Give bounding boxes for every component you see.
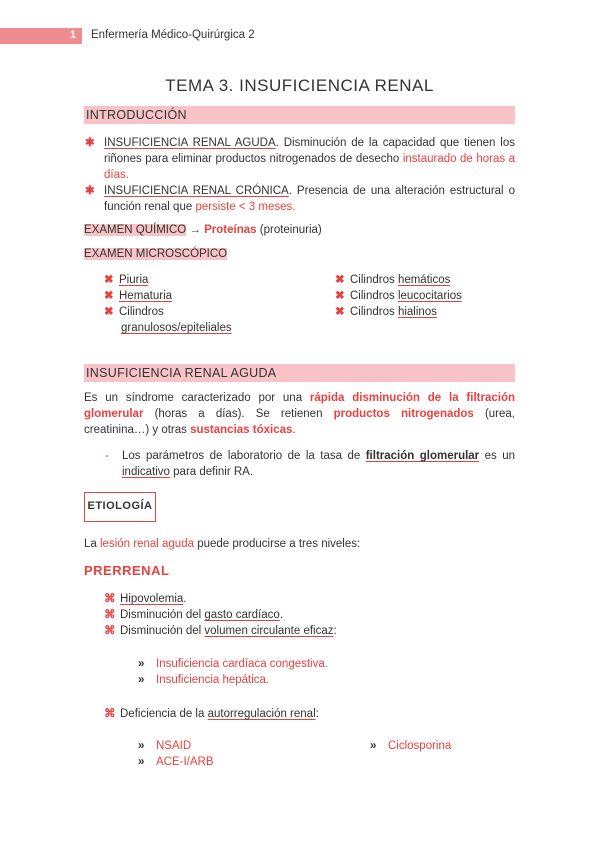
list-item xyxy=(104,591,337,607)
list-item xyxy=(104,623,337,639)
drug-text: NSAID xyxy=(156,740,192,752)
ira-highlight: sustancias tóxicas xyxy=(190,424,293,436)
micro-term: hialinos xyxy=(397,306,437,318)
course-title: Enfermería Médico-Quirúrgica 2 xyxy=(91,29,255,41)
item-post: . xyxy=(183,593,187,605)
micro-term: Piuria xyxy=(119,274,149,286)
ira-text: . xyxy=(292,424,296,436)
ira-text: Es un síndrome caracterizado por una xyxy=(84,392,310,404)
drug-text: ACE-I/ARB xyxy=(156,756,214,768)
item-pre: Disminución del xyxy=(120,625,205,637)
page-number: 1 xyxy=(70,29,77,41)
dash-text: para definir RA. xyxy=(169,466,254,478)
guillemet-icon: » xyxy=(138,674,145,686)
list-item xyxy=(138,656,328,672)
sub-item-text: Insuficiencia hepática. xyxy=(156,674,270,686)
guillemet-icon: » xyxy=(138,658,145,670)
dash-text: es un xyxy=(479,450,516,462)
list-item xyxy=(370,738,451,754)
micro-pre: Cilindros xyxy=(350,290,398,302)
arrow-icon: → xyxy=(189,224,201,236)
etiologia-intro xyxy=(84,538,360,550)
cross-icon: ✖ xyxy=(335,290,345,302)
section-heading-ira: INSUFICIENCIA RENAL AGUDA xyxy=(84,364,515,382)
exam-quimico-value: Proteínas xyxy=(204,224,257,236)
list-item xyxy=(104,304,232,320)
etiologia-text: La xyxy=(84,538,100,550)
page-title: TEMA 3. INSUFICIENCIA RENAL xyxy=(165,76,434,95)
list-item-continuation xyxy=(104,320,232,336)
prerrenal-sublist xyxy=(138,656,328,688)
prerrenal-heading: PRERRENAL xyxy=(84,563,170,578)
list-item xyxy=(138,738,214,754)
exam-quimico-line xyxy=(84,224,322,236)
list-item xyxy=(138,754,214,770)
etiologia-text: puede producirse a tres niveles: xyxy=(194,538,361,550)
prerrenal-list xyxy=(104,591,337,639)
intro-irc-text: . Presencia de una alteración estructural o función renal que xyxy=(104,185,516,213)
exam-micro-label xyxy=(84,248,227,260)
clover-icon: ⌘ xyxy=(104,593,116,605)
drug-text: Ciclosporina xyxy=(388,740,452,752)
etiologia-label: ETIOLOGÍA xyxy=(87,500,153,512)
item-post: . xyxy=(279,609,284,621)
cross-icon: ✖ xyxy=(335,306,345,318)
list-item xyxy=(335,272,462,288)
guillemet-icon: » xyxy=(138,756,145,768)
intro-irc-highlight: persiste < 3 meses. xyxy=(195,201,296,213)
micro-term: hemáticos xyxy=(397,274,451,286)
star-icon: ✱ xyxy=(85,185,95,197)
guillemet-icon: » xyxy=(370,740,377,752)
cross-icon: ✖ xyxy=(335,274,345,286)
ira-text: (urea, creatinina…) y otras xyxy=(84,408,515,436)
etiologia-highlight: lesión renal aguda xyxy=(100,538,194,550)
autorregulacion-item xyxy=(104,706,319,720)
ira-dash-item xyxy=(105,448,516,480)
auto-term: autorregulación renal xyxy=(207,708,316,720)
sub-item-text: Insuficiencia cardíaca congestiva. xyxy=(156,658,328,670)
cross-icon: ✖ xyxy=(104,290,114,302)
item-pre: Disminución del xyxy=(120,609,205,621)
drugs-left-list xyxy=(138,738,214,770)
item-term: volumen circulante eficaz xyxy=(204,625,334,637)
item-term: Hipovolemia xyxy=(120,593,184,605)
clover-icon: ⌘ xyxy=(104,708,116,720)
guillemet-icon: » xyxy=(138,740,145,752)
exam-micro-text: EXAMEN MICROSCÓPICO xyxy=(84,248,228,260)
list-item xyxy=(138,672,328,688)
drugs-right-list xyxy=(370,738,451,754)
dash-term: filtración glomerular xyxy=(365,450,480,462)
ira-text: (horas a días). Se retienen xyxy=(143,408,334,420)
exam-quimico-note: (proteinuria) xyxy=(259,224,322,236)
item-term: gasto cardíaco xyxy=(204,609,280,621)
list-item xyxy=(335,304,462,320)
star-icon: ✱ xyxy=(85,137,95,149)
micro-pre: Cilindros xyxy=(119,306,164,318)
intro-ira-highlight: instaurado de horas a días. xyxy=(104,153,515,181)
intro-item-ira xyxy=(85,135,515,183)
exam-quimico-label: EXAMEN QUÍMICO xyxy=(84,224,187,236)
intro-ira-text: . Disminución de la capacidad que tienen los riñones para eliminar productos nitrogenados de desecho xyxy=(104,137,515,165)
intro-item-irc xyxy=(85,183,516,215)
list-item xyxy=(335,288,462,304)
list-item xyxy=(104,607,337,623)
header-bar xyxy=(0,28,599,44)
term-ira: INSUFICIENCIA RENAL AGUDA xyxy=(104,137,276,149)
micro-pre: Cilindros xyxy=(350,274,398,286)
micro-pre: Cilindros xyxy=(350,306,398,318)
list-item xyxy=(104,288,232,304)
micro-term: Hematuria xyxy=(119,290,173,302)
section-heading-introduccion: INTRODUCCIÓN xyxy=(84,106,515,124)
item-post: : xyxy=(333,625,337,637)
auto-pre: Deficiencia de la xyxy=(120,708,208,720)
micro-term: granulosos/epiteliales xyxy=(121,322,232,334)
cross-icon: ✖ xyxy=(104,274,114,286)
ira-paragraph xyxy=(84,390,515,438)
auto-post: : xyxy=(315,708,319,720)
ira-highlight: productos nitrogenados xyxy=(333,408,474,420)
dash-icon: - xyxy=(105,450,109,462)
micro-right-list xyxy=(335,272,462,320)
list-item xyxy=(104,272,232,288)
cross-icon: ✖ xyxy=(104,306,114,318)
dash-text: Los parámetros de laboratorio de la tasa de xyxy=(122,450,366,462)
micro-term: leucocitarios xyxy=(397,290,462,302)
clover-icon: ⌘ xyxy=(104,625,116,637)
term-irc: INSUFICIENCIA RENAL CRÓNICA xyxy=(104,185,289,197)
micro-left-list xyxy=(104,272,232,336)
etiologia-box xyxy=(84,492,156,522)
dash-term: indicativo xyxy=(122,466,170,478)
ira-highlight: rápida disminución de la filtración glomerular xyxy=(84,392,515,420)
clover-icon: ⌘ xyxy=(104,609,116,621)
